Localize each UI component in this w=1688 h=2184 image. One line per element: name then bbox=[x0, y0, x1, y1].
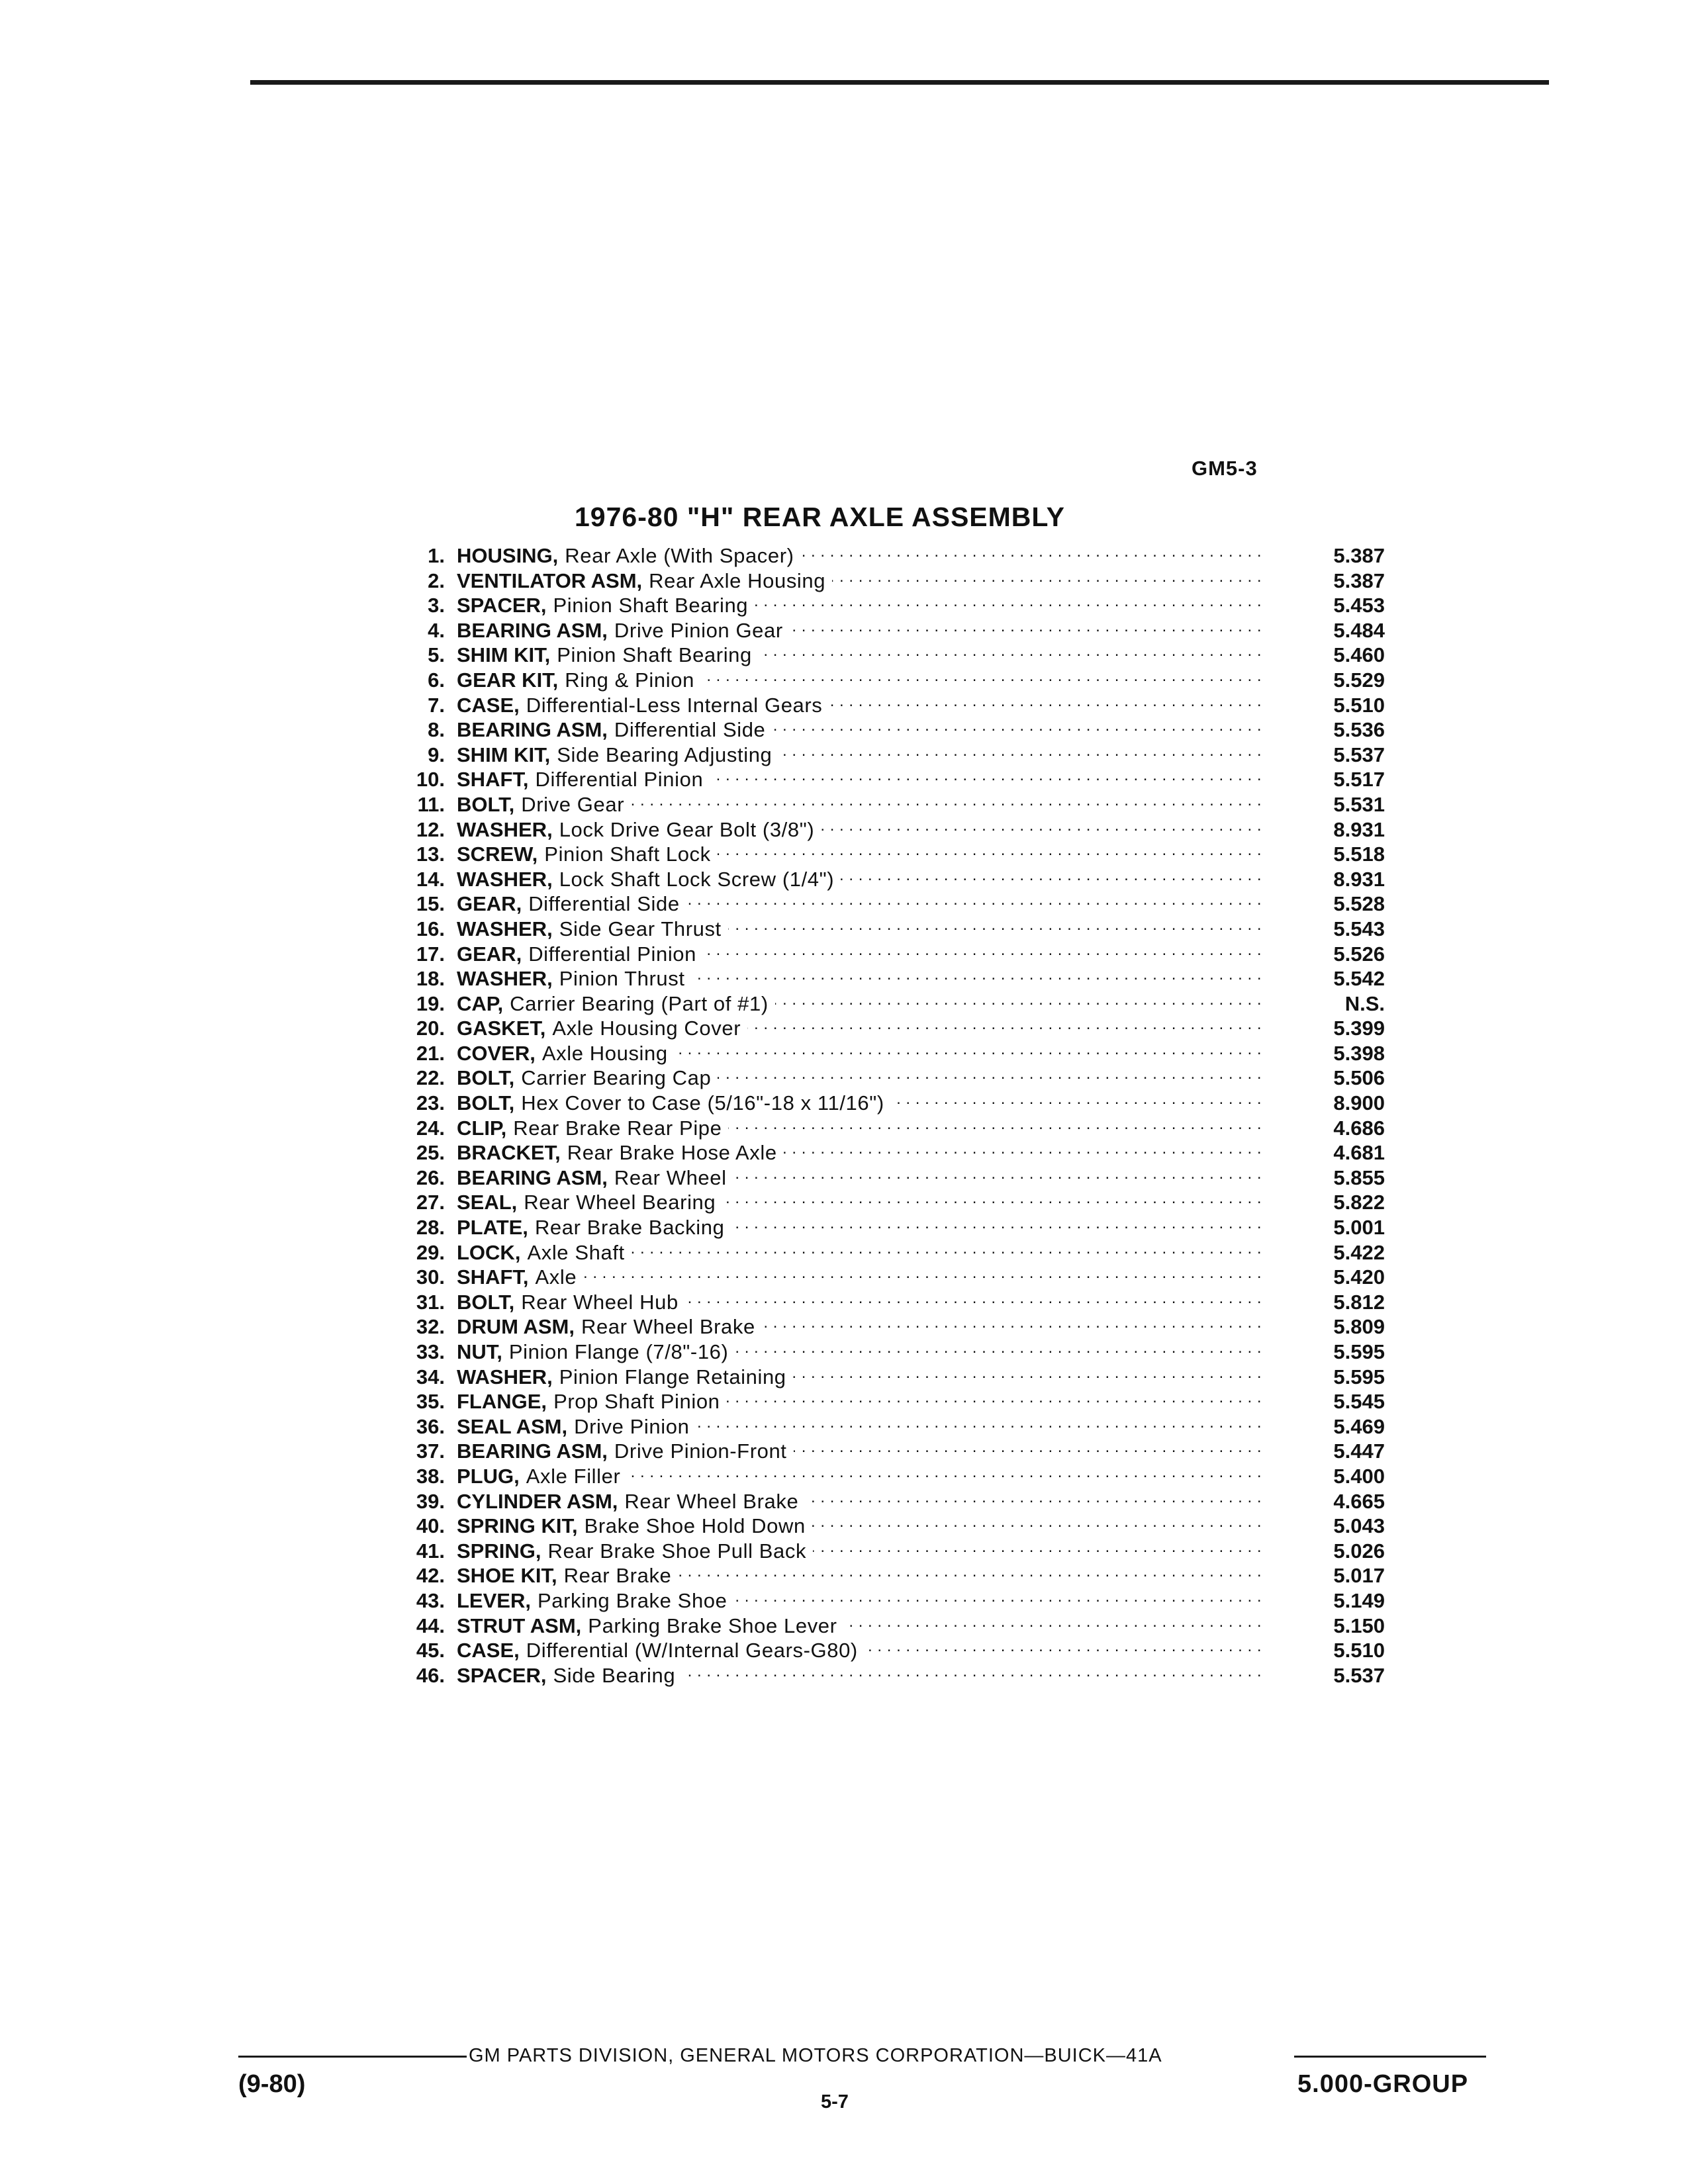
part-description: Rear Brake Backing bbox=[534, 1216, 725, 1240]
part-number: 32. bbox=[416, 1315, 445, 1339]
part-description: Axle Housing bbox=[541, 1041, 668, 1065]
group-number: 5.484 bbox=[1333, 618, 1385, 642]
list-item bbox=[385, 717, 1385, 742]
dot-leader bbox=[735, 1339, 1262, 1359]
group-number: 5.398 bbox=[1333, 1041, 1385, 1065]
list-item bbox=[385, 941, 1385, 966]
part-number: 28. bbox=[416, 1216, 445, 1240]
part-name: BOLT, bbox=[457, 1066, 515, 1090]
part-description: Lock Drive Gear Bolt (3/8") bbox=[559, 817, 815, 841]
group-number: 5.542 bbox=[1333, 967, 1385, 991]
dot-leader bbox=[631, 792, 1262, 811]
group-number: 5.400 bbox=[1333, 1464, 1385, 1488]
part-description: Rear Wheel bbox=[614, 1165, 727, 1189]
part-description: Rear Axle (With Spacer) bbox=[565, 544, 794, 567]
part-description: Rear Brake Shoe Pull Back bbox=[547, 1539, 807, 1563]
group-number: 5.510 bbox=[1333, 1639, 1385, 1662]
part-number: 46. bbox=[416, 1663, 445, 1687]
dot-leader bbox=[731, 1214, 1262, 1234]
part-description: Rear Wheel Brake bbox=[581, 1315, 755, 1339]
part-description: Rear Wheel Hub bbox=[521, 1290, 679, 1314]
part-name: BRACKET, bbox=[457, 1141, 561, 1165]
dot-leader bbox=[686, 891, 1262, 911]
dot-leader bbox=[710, 766, 1262, 786]
group-number: 5.420 bbox=[1333, 1265, 1385, 1289]
list-item bbox=[385, 1264, 1385, 1289]
part-number: 5. bbox=[428, 643, 445, 667]
part-description: Parking Brake Shoe Lever bbox=[588, 1614, 837, 1637]
part-description: Carrier Bearing (Part of #1) bbox=[510, 991, 769, 1015]
part-number: 11. bbox=[417, 792, 445, 816]
part-description: Pinion Shaft Bearing bbox=[557, 643, 752, 667]
part-name: SHIM KIT, bbox=[457, 643, 551, 667]
part-name: GEAR, bbox=[457, 942, 522, 966]
part-name: SEAL ASM, bbox=[457, 1414, 568, 1438]
dot-leader bbox=[762, 1314, 1262, 1334]
dot-leader bbox=[696, 1414, 1262, 1433]
part-description: Drive Pinion Gear bbox=[614, 618, 783, 642]
part-description: Drive Pinion-Front bbox=[614, 1439, 787, 1463]
dot-leader bbox=[733, 1588, 1262, 1608]
group-number: 5.536 bbox=[1333, 718, 1385, 742]
list-item bbox=[385, 1588, 1385, 1613]
part-name: WASHER, bbox=[457, 917, 553, 940]
part-number: 14. bbox=[416, 867, 445, 891]
part-name: WASHER, bbox=[457, 967, 553, 991]
part-name: GASKET, bbox=[457, 1017, 546, 1040]
part-name: BEARING ASM, bbox=[457, 618, 608, 642]
list-item bbox=[385, 1240, 1385, 1265]
group-number: 5.526 bbox=[1333, 942, 1385, 966]
group-number: 5.809 bbox=[1333, 1315, 1385, 1339]
dot-leader bbox=[728, 916, 1262, 936]
part-description: Hex Cover to Case (5/16"-18 x 11/16") bbox=[521, 1091, 884, 1115]
part-name: SPACER, bbox=[457, 594, 547, 617]
list-item bbox=[385, 1040, 1385, 1066]
group-number: 4.686 bbox=[1333, 1116, 1385, 1140]
part-name: WASHER, bbox=[457, 1365, 553, 1388]
list-item bbox=[385, 568, 1385, 593]
group-number: 5.595 bbox=[1333, 1340, 1385, 1363]
part-number: 39. bbox=[416, 1489, 445, 1513]
list-item bbox=[385, 1065, 1385, 1090]
part-number: 45. bbox=[416, 1639, 445, 1662]
part-description: Axle Filler bbox=[526, 1464, 621, 1488]
dot-leader bbox=[841, 866, 1262, 886]
part-number: 13. bbox=[416, 842, 445, 866]
part-number: 21. bbox=[416, 1041, 445, 1065]
group-number: 5.529 bbox=[1333, 668, 1385, 692]
part-number: 17. bbox=[416, 942, 445, 966]
part-name: COVER, bbox=[457, 1041, 536, 1065]
list-item bbox=[385, 1388, 1385, 1414]
dot-leader bbox=[747, 1015, 1262, 1035]
footer-division: GM PARTS DIVISION, GENERAL MOTORS CORPORATION—BUICK—41A bbox=[469, 2045, 1162, 2066]
dot-leader bbox=[718, 1065, 1262, 1085]
dot-leader bbox=[703, 941, 1262, 961]
part-description: Differential Pinion bbox=[535, 768, 704, 792]
dot-leader bbox=[701, 667, 1262, 687]
dot-leader bbox=[692, 966, 1262, 985]
part-number: 34. bbox=[416, 1365, 445, 1388]
footer-rule-left bbox=[238, 2056, 467, 2058]
group-number: 5.447 bbox=[1333, 1439, 1385, 1463]
dot-leader bbox=[778, 742, 1262, 762]
part-number: 22. bbox=[416, 1066, 445, 1090]
part-number: 30. bbox=[416, 1265, 445, 1289]
list-item bbox=[385, 667, 1385, 692]
dot-leader bbox=[891, 1090, 1262, 1110]
dot-leader bbox=[813, 1538, 1262, 1558]
top-rule bbox=[250, 80, 1549, 85]
dot-leader bbox=[632, 1240, 1262, 1259]
list-item bbox=[385, 1189, 1385, 1214]
dot-leader bbox=[722, 1189, 1262, 1209]
part-name: CLIP, bbox=[457, 1116, 507, 1140]
part-description: Parking Brake Shoe bbox=[537, 1588, 727, 1612]
part-description: Side Bearing bbox=[553, 1663, 676, 1687]
part-name: BOLT, bbox=[457, 792, 515, 816]
dot-leader bbox=[627, 1463, 1262, 1483]
part-description: Brake Shoe Hold Down bbox=[584, 1514, 806, 1538]
part-number: 2. bbox=[428, 569, 445, 592]
part-number: 10. bbox=[416, 768, 445, 792]
list-item bbox=[385, 991, 1385, 1016]
part-number: 40. bbox=[416, 1514, 445, 1538]
part-description: Rear Brake Rear Pipe bbox=[513, 1116, 722, 1140]
dot-leader bbox=[812, 1513, 1262, 1533]
group-number: 5.537 bbox=[1333, 743, 1385, 766]
part-name: FLANGE, bbox=[457, 1390, 547, 1414]
group-number: 5.822 bbox=[1333, 1191, 1385, 1214]
list-item bbox=[385, 1115, 1385, 1140]
part-description: Pinion Shaft Lock bbox=[544, 842, 711, 866]
part-description: Pinion Flange (7/8"-16) bbox=[508, 1340, 729, 1363]
list-item bbox=[385, 1140, 1385, 1165]
group-number: 5.001 bbox=[1333, 1216, 1385, 1240]
part-name: SHIM KIT, bbox=[457, 743, 551, 766]
group-number: 5.017 bbox=[1333, 1564, 1385, 1588]
group-number: 5.531 bbox=[1333, 792, 1385, 816]
part-name: VENTILATOR ASM, bbox=[457, 569, 643, 592]
part-number: 25. bbox=[416, 1141, 445, 1165]
list-item bbox=[385, 1662, 1385, 1688]
part-name: GEAR KIT, bbox=[457, 668, 559, 692]
group-number: 5.545 bbox=[1333, 1390, 1385, 1414]
part-number: 27. bbox=[416, 1191, 445, 1214]
list-item bbox=[385, 1438, 1385, 1463]
group-number: 5.517 bbox=[1333, 768, 1385, 792]
list-item bbox=[385, 1015, 1385, 1040]
part-description: Side Gear Thrust bbox=[559, 917, 722, 940]
group-number: 5.543 bbox=[1333, 917, 1385, 940]
part-name: LOCK, bbox=[457, 1240, 521, 1264]
list-item bbox=[385, 642, 1385, 667]
part-description: Prop Shaft Pinion bbox=[553, 1390, 720, 1414]
part-description: Differential-Less Internal Gears bbox=[526, 693, 823, 717]
part-name: STRUT ASM, bbox=[457, 1614, 582, 1637]
list-item bbox=[385, 1214, 1385, 1240]
part-description: Differential Side bbox=[528, 892, 680, 916]
part-name: DRUM ASM, bbox=[457, 1315, 575, 1339]
part-description: Differential (W/Internal Gears-G80) bbox=[526, 1639, 858, 1662]
list-item bbox=[385, 1513, 1385, 1538]
part-number: 36. bbox=[416, 1414, 445, 1438]
group-number: 5.518 bbox=[1333, 842, 1385, 866]
part-name: WASHER, bbox=[457, 867, 553, 891]
part-description: Rear Wheel Brake bbox=[624, 1489, 799, 1513]
part-name: NUT, bbox=[457, 1340, 502, 1363]
list-item bbox=[385, 1364, 1385, 1389]
group-number: 5.149 bbox=[1333, 1588, 1385, 1612]
group-number: 5.460 bbox=[1333, 643, 1385, 667]
dot-leader bbox=[678, 1563, 1262, 1582]
list-item bbox=[385, 1090, 1385, 1115]
group-number: 4.681 bbox=[1333, 1141, 1385, 1165]
part-number: 4. bbox=[428, 618, 445, 642]
dot-leader bbox=[821, 817, 1262, 837]
part-description: Carrier Bearing Cap bbox=[521, 1066, 712, 1090]
part-name: SHAFT, bbox=[457, 1265, 529, 1289]
part-number: 42. bbox=[416, 1564, 445, 1588]
part-description: Pinion Flange Retaining bbox=[559, 1365, 786, 1388]
group-number: 5.043 bbox=[1333, 1514, 1385, 1538]
list-item bbox=[385, 1339, 1385, 1364]
page-title: 1976-80 "H" REAR AXLE ASSEMBLY bbox=[575, 502, 1066, 532]
dot-leader bbox=[682, 1662, 1262, 1682]
section-code: GM5-3 bbox=[1192, 457, 1258, 480]
dot-leader bbox=[832, 568, 1262, 588]
part-description: Ring & Pinion bbox=[565, 668, 694, 692]
dot-leader bbox=[865, 1637, 1262, 1657]
list-item bbox=[385, 966, 1385, 991]
part-description: Axle Housing Cover bbox=[552, 1017, 741, 1040]
list-item bbox=[385, 742, 1385, 767]
list-item bbox=[385, 1488, 1385, 1514]
group-number: 5.537 bbox=[1333, 1663, 1385, 1687]
list-item bbox=[385, 841, 1385, 866]
dot-leader bbox=[675, 1040, 1262, 1060]
part-number: 41. bbox=[416, 1539, 445, 1563]
list-item bbox=[385, 592, 1385, 617]
list-item bbox=[385, 891, 1385, 916]
dot-leader bbox=[829, 692, 1262, 712]
part-description: Rear Wheel Bearing bbox=[524, 1191, 716, 1214]
list-item bbox=[385, 866, 1385, 891]
part-name: BEARING ASM, bbox=[457, 1439, 608, 1463]
part-number: 23. bbox=[416, 1091, 445, 1115]
part-description: Differential Pinion bbox=[528, 942, 696, 966]
part-name: LEVER, bbox=[457, 1588, 531, 1612]
group-number: 8.931 bbox=[1333, 817, 1385, 841]
part-number: 12. bbox=[416, 817, 445, 841]
group-number: 5.506 bbox=[1333, 1066, 1385, 1090]
part-number: 37. bbox=[416, 1439, 445, 1463]
group-number: 5.453 bbox=[1333, 594, 1385, 617]
part-number: 26. bbox=[416, 1165, 445, 1189]
part-number: 31. bbox=[416, 1290, 445, 1314]
dot-leader bbox=[775, 991, 1262, 1011]
part-description: Side Bearing Adjusting bbox=[557, 743, 773, 766]
group-number: 5.595 bbox=[1333, 1365, 1385, 1388]
dot-leader bbox=[685, 1289, 1262, 1309]
part-number: 6. bbox=[428, 668, 445, 692]
group-number: 5.469 bbox=[1333, 1414, 1385, 1438]
group-number: 5.399 bbox=[1333, 1017, 1385, 1040]
part-name: BOLT, bbox=[457, 1290, 515, 1314]
group-number: 5.387 bbox=[1333, 544, 1385, 567]
part-name: SPACER, bbox=[457, 1663, 547, 1687]
part-number: 35. bbox=[416, 1390, 445, 1414]
part-name: SPRING, bbox=[457, 1539, 541, 1563]
part-description: Drive Gear bbox=[521, 792, 625, 816]
part-number: 20. bbox=[416, 1017, 445, 1040]
part-number: 33. bbox=[416, 1340, 445, 1363]
group-number: N.S. bbox=[1344, 991, 1385, 1015]
footer-date: (9-80) bbox=[238, 2070, 306, 2098]
part-name: GEAR, bbox=[457, 892, 522, 916]
part-number: 29. bbox=[416, 1240, 445, 1264]
list-item bbox=[385, 1463, 1385, 1488]
list-item bbox=[385, 766, 1385, 792]
part-number: 3. bbox=[428, 594, 445, 617]
dot-leader bbox=[733, 1165, 1262, 1185]
dot-leader bbox=[772, 717, 1262, 737]
group-number: 8.931 bbox=[1333, 867, 1385, 891]
list-item bbox=[385, 1165, 1385, 1190]
part-description: Pinion Thrust bbox=[559, 967, 685, 991]
part-description: Pinion Shaft Bearing bbox=[553, 594, 749, 617]
group-number: 5.150 bbox=[1333, 1614, 1385, 1637]
part-name: SPRING KIT, bbox=[457, 1514, 578, 1538]
part-number: 7. bbox=[428, 693, 445, 717]
part-name: CASE, bbox=[457, 1639, 520, 1662]
group-number: 5.528 bbox=[1333, 892, 1385, 916]
group-number: 5.510 bbox=[1333, 693, 1385, 717]
group-number: 5.855 bbox=[1333, 1165, 1385, 1189]
dot-leader bbox=[583, 1264, 1262, 1284]
part-name: SEAL, bbox=[457, 1191, 518, 1214]
dot-leader bbox=[805, 1488, 1262, 1508]
part-name: PLATE, bbox=[457, 1216, 528, 1240]
part-number: 44. bbox=[416, 1614, 445, 1637]
group-number: 4.665 bbox=[1333, 1489, 1385, 1513]
group-number: 8.900 bbox=[1333, 1091, 1385, 1115]
dot-leader bbox=[727, 1388, 1262, 1408]
footer-rule-right bbox=[1294, 2056, 1486, 2058]
dot-leader bbox=[784, 1140, 1262, 1160]
list-item bbox=[385, 1563, 1385, 1588]
list-item bbox=[385, 1637, 1385, 1662]
part-number: 15. bbox=[416, 892, 445, 916]
group-number: 5.812 bbox=[1333, 1290, 1385, 1314]
list-item bbox=[385, 1289, 1385, 1314]
list-item bbox=[385, 916, 1385, 941]
part-name: SHAFT, bbox=[457, 768, 529, 792]
part-number: 19. bbox=[416, 991, 445, 1015]
dot-leader bbox=[794, 1438, 1262, 1458]
list-item bbox=[385, 617, 1385, 643]
part-description: Rear Axle Housing bbox=[649, 569, 826, 592]
parts-list bbox=[385, 543, 1385, 1687]
list-item bbox=[385, 1414, 1385, 1439]
list-item bbox=[385, 543, 1385, 568]
list-item bbox=[385, 792, 1385, 817]
dot-leader bbox=[728, 1115, 1262, 1135]
group-number: 5.026 bbox=[1333, 1539, 1385, 1563]
part-description: Lock Shaft Lock Screw (1/4") bbox=[559, 867, 835, 891]
part-description: Rear Brake bbox=[563, 1564, 672, 1588]
part-name: BOLT, bbox=[457, 1091, 515, 1115]
part-number: 43. bbox=[416, 1588, 445, 1612]
part-description: Differential Side bbox=[614, 718, 766, 742]
part-name: CASE, bbox=[457, 693, 520, 717]
part-number: 24. bbox=[416, 1116, 445, 1140]
part-number: 1. bbox=[428, 544, 445, 567]
dot-leader bbox=[790, 617, 1262, 637]
page-number: 5-7 bbox=[821, 2091, 849, 2113]
part-description: Rear Brake Hose Axle bbox=[567, 1141, 777, 1165]
footer-group: 5.000-GROUP bbox=[1297, 2070, 1469, 2098]
list-item bbox=[385, 1538, 1385, 1563]
part-name: WASHER, bbox=[457, 817, 553, 841]
part-description: Axle bbox=[535, 1265, 577, 1289]
list-item bbox=[385, 1314, 1385, 1339]
part-name: HOUSING, bbox=[457, 544, 559, 567]
part-number: 38. bbox=[416, 1464, 445, 1488]
dot-leader bbox=[755, 592, 1262, 612]
list-item bbox=[385, 1613, 1385, 1638]
dot-leader bbox=[759, 642, 1262, 662]
part-number: 9. bbox=[428, 743, 445, 766]
part-number: 16. bbox=[416, 917, 445, 940]
part-name: PLUG, bbox=[457, 1464, 520, 1488]
list-item bbox=[385, 817, 1385, 842]
part-name: SCREW, bbox=[457, 842, 538, 866]
part-number: 18. bbox=[416, 967, 445, 991]
group-number: 5.422 bbox=[1333, 1240, 1385, 1264]
list-item bbox=[385, 692, 1385, 717]
dot-leader bbox=[793, 1364, 1262, 1384]
part-description: Axle Shaft bbox=[527, 1240, 625, 1264]
part-name: SHOE KIT, bbox=[457, 1564, 557, 1588]
part-name: CYLINDER ASM, bbox=[457, 1489, 618, 1513]
part-number: 8. bbox=[428, 718, 445, 742]
part-name: BEARING ASM, bbox=[457, 718, 608, 742]
part-description: Drive Pinion bbox=[574, 1414, 690, 1438]
dot-leader bbox=[844, 1613, 1262, 1633]
part-name: CAP, bbox=[457, 991, 504, 1015]
group-number: 5.387 bbox=[1333, 569, 1385, 592]
dot-leader bbox=[801, 543, 1262, 563]
dot-leader bbox=[718, 841, 1262, 861]
part-name: BEARING ASM, bbox=[457, 1165, 608, 1189]
